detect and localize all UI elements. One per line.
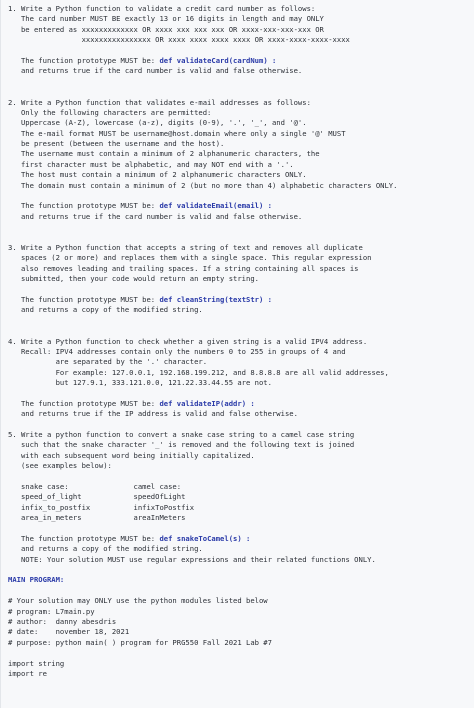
q2-line: Only the following characters are permitted:	[8, 107, 212, 117]
main-program-heading: MAIN PROGRAM:	[8, 575, 65, 585]
q5-line: such that the snake character '_' is removed and the following text is joined	[8, 440, 355, 450]
import-statement: import re	[8, 669, 47, 678]
q5-note: NOTE: Your solution MUST use regular expressions and their related functions ONLY.	[8, 554, 376, 564]
spacer	[8, 565, 474, 575]
function-signature: validateEmail(email) :	[176, 201, 272, 211]
q3-line: spaces (2 or more) and replaces them with a single space. This regular expression	[8, 253, 372, 263]
function-signature: validateIP(addr) :	[176, 398, 255, 408]
example-table-row: area_in_meters areaInMeters	[8, 513, 186, 523]
spacer	[8, 524, 474, 534]
spacer	[8, 326, 474, 336]
prototype-text: The function prototype MUST be:	[8, 294, 160, 304]
spacer	[8, 285, 474, 295]
q1-line: xxxxxxxxxxxxxxxx OR xxxx xxxx xxxx xxxx OR xxxx-xxxx-xxxx-xxxx	[8, 35, 350, 45]
q4-prototype	[8, 399, 474, 409]
code-comment: # author: danny abesdris	[8, 617, 117, 627]
spacer	[8, 77, 474, 87]
q5-line: and returns a copy of the modified string.	[8, 544, 203, 554]
example-table-row: infix_to_postfix infixToPostfix	[8, 502, 195, 512]
def-keyword: def	[159, 294, 177, 304]
q2-prototype	[8, 201, 474, 211]
prototype-text: The function prototype MUST be:	[8, 398, 160, 408]
def-keyword: def	[159, 398, 177, 408]
spacer	[8, 191, 474, 201]
prototype-text: The function prototype MUST be:	[8, 201, 160, 211]
code-comment: # Your solution may ONLY use the python modules listed below	[8, 596, 268, 606]
def-keyword: def	[159, 201, 177, 211]
q2-line: first character must be alphabetic, and may NOT end with a '.'.	[8, 159, 294, 169]
q2-line: and returns true if the card number is valid and false otherwise.	[8, 211, 303, 221]
prototype-text: The function prototype MUST be:	[8, 55, 160, 65]
q5-line: (see examples below):	[8, 461, 112, 471]
spacer	[8, 472, 474, 482]
spacer	[8, 87, 474, 97]
q5-line: 5. Write a python function to convert a snake case string to a camel case string	[8, 430, 355, 440]
example-table-header: snake case: camel case:	[8, 481, 182, 491]
q4-line: and returns true if the IP address is valid and false otherwise.	[8, 409, 298, 419]
q2-line: be present (between the username and the host).	[8, 139, 225, 149]
function-signature: snakeToCamel(s) :	[176, 533, 251, 543]
q2-line: The e-mail format MUST be username@host.domain where only a single '@' MUST	[8, 128, 346, 138]
spacer	[8, 648, 474, 658]
q2-line: 2. Write a Python function that validates e-mail addresses as follows:	[8, 97, 311, 107]
q3-prototype	[8, 295, 474, 305]
q4-line: Recall: IPV4 addresses contain only the numbers 0 to 255 in groups of 4 and	[8, 346, 346, 356]
q4-line: For example: 127.0.0.1, 192.168.199.212, and 8.8.8.8 are all valid addresses,	[8, 367, 389, 377]
q1-line: 1. Write a Python function to validate a credit card number as follows:	[8, 4, 316, 13]
q4-line: but 127.9.1, 333.121.0.0, 121.22.33.44.55 are not.	[8, 378, 272, 388]
q1-line: be entered as xxxxxxxxxxxxx OR xxxx xxx xxx xxx OR xxxx-xxx-xxx-xxx OR	[8, 24, 324, 34]
spacer	[8, 233, 474, 243]
def-keyword: def	[159, 55, 177, 65]
q2-line: The username must contain a minimum of 2 alphanumeric characters, the	[8, 149, 320, 159]
q3-line: 3. Write a Python function that accepts a string of text and removes all duplicate	[8, 242, 363, 252]
spacer	[8, 46, 474, 56]
spacer	[8, 388, 474, 398]
q3-line: and returns a copy of the modified string.	[8, 305, 203, 315]
code-comment: # program: L7main.py	[8, 606, 95, 616]
spacer	[8, 586, 474, 596]
q4-line: 4. Write a Python function to check whether a given string is a valid IPV4 address.	[8, 336, 368, 346]
function-signature: validateCard(cardNum) :	[176, 55, 277, 65]
example-table-row: speed_of_light speedOfLight	[8, 492, 186, 502]
spacer	[8, 316, 474, 326]
q4-line: are separated by the '.' character.	[8, 357, 208, 367]
def-keyword: def	[159, 533, 177, 543]
q3-line: also removes leading and trailing spaces. If a string containing all spaces is	[8, 263, 359, 273]
q1-line: and returns true if the card number is valid and false otherwise.	[8, 66, 303, 76]
code-comment: # date: november 18, 2021	[8, 627, 130, 637]
spacer	[8, 420, 474, 430]
prototype-text: The function prototype MUST be:	[8, 533, 160, 543]
q2-line: The domain must contain a minimum of 2 (but no more than 4) alphabetic characters ONLY.	[8, 180, 398, 190]
q5-prototype	[8, 534, 474, 544]
code-comment: # purpose: python main( ) program for PRG550 Fall 2021 Lab #7	[8, 637, 272, 647]
q2-line: The host must contain a minimum of 2 alphanumeric characters ONLY.	[8, 170, 307, 180]
q1-line: The card number MUST BE exactly 13 or 16 digits in length and may ONLY	[8, 14, 324, 24]
q1-prototype	[8, 56, 474, 66]
import-statement: import string	[8, 658, 65, 668]
spacer	[8, 222, 474, 232]
q2-line: Uppercase (A-Z), lowercase (a-z), digits (0-9), '.', '_', and '@'.	[8, 118, 307, 128]
q5-line: with each subsequent word being initially capitalized.	[8, 450, 255, 460]
function-signature: cleanString(textStr) :	[176, 294, 272, 304]
q3-line: submitted, then your code would return an empty string.	[8, 274, 259, 284]
